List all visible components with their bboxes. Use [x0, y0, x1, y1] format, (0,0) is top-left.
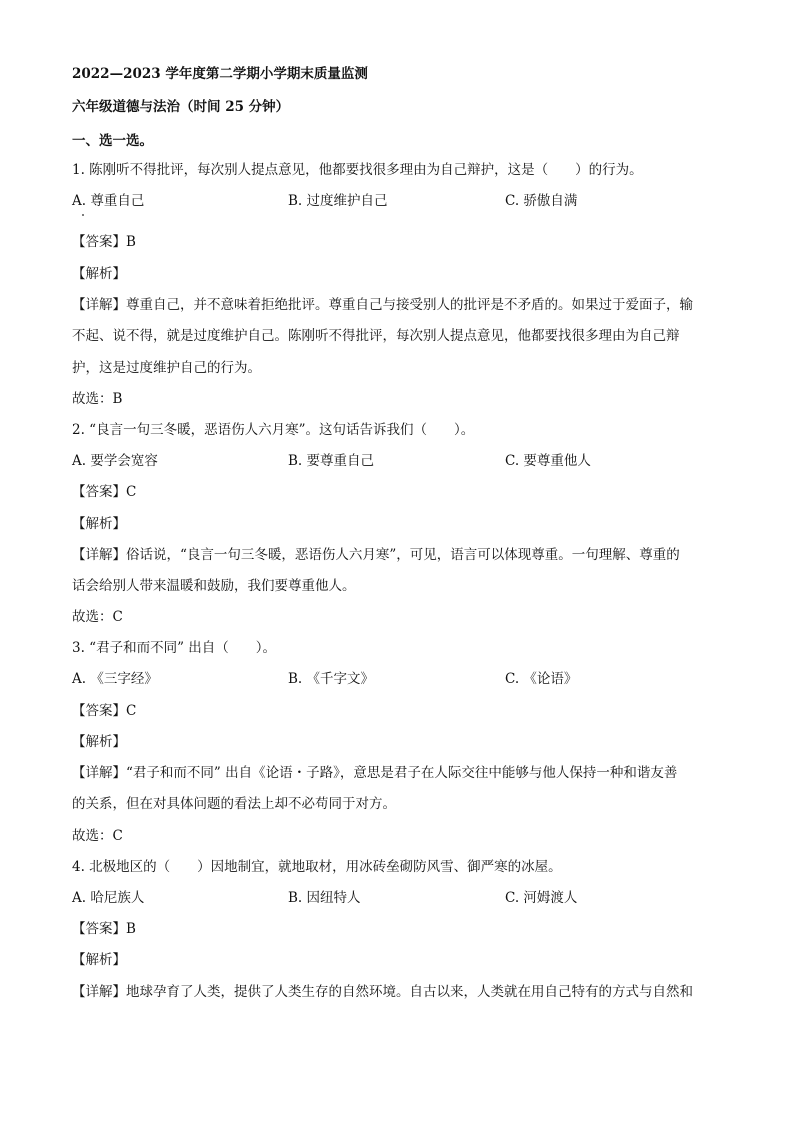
exam-subtitle: 六年级道德与法治（时间 25 分钟） — [72, 99, 290, 115]
question-3-analysis: 【解析】 — [72, 734, 126, 750]
question-3-stem: 3. “君子和而不同” 出自（ ）。 — [72, 640, 277, 656]
question-1-choice: 故选：B — [72, 391, 123, 407]
question-1-detail-line-2: 不起、说不得，就是过度维护自己。陈刚听不得批评，每次别人提点意见，他都要找很多理由为自己辩 — [72, 328, 680, 344]
section-heading: 一、选一选。 — [72, 133, 153, 149]
question-1-stem: 1. 陈刚听不得批评，每次别人提点意见，他都要找很多理由为自己辩护，这是（ ）的行为。 — [72, 162, 643, 178]
question-1-answer: 【答案】B — [72, 234, 136, 250]
question-1-detail-line-1: 【详解】尊重自己，并不意味着拒绝批评。尊重自己与接受别人的批评是不矛盾的。如果过于爱面子，输 — [72, 297, 693, 313]
question-2-analysis: 【解析】 — [72, 516, 126, 532]
question-3-option-c: C. 《论语》 — [505, 671, 578, 687]
exam-title: 2022—2023 学年度第二学期小学期末质量监测 — [72, 66, 368, 82]
stray-dot-mark — [82, 214, 84, 216]
question-1-option-c: C. 骄傲自满 — [505, 193, 578, 209]
question-4-answer: 【答案】B — [72, 921, 136, 937]
question-1-option-b: B. 过度维护自己 — [288, 193, 388, 209]
question-4-detail-line-1: 【详解】地球孕育了人类，提供了人类生存的自然环境。自古以来，人类就在用自己特有的方式与自然和 — [72, 984, 693, 1000]
question-2-answer: 【答案】C — [72, 484, 137, 500]
question-4-option-a: A. 哈尼族人 — [72, 890, 145, 906]
question-3-choice: 故选：C — [72, 828, 123, 844]
question-3-option-a: A. 《三字经》 — [72, 671, 158, 687]
question-3-detail-line-2: 的关系，但在对具体问题的看法上却不必苟同于对方。 — [72, 796, 396, 812]
question-1-detail-line-3: 护，这是过度维护自己的行为。 — [72, 360, 261, 376]
question-2-option-b: B. 要尊重自己 — [288, 453, 375, 469]
question-3-answer: 【答案】C — [72, 703, 137, 719]
question-1-analysis: 【解析】 — [72, 266, 126, 282]
question-2-detail-line-2: 话会给别人带来温暖和鼓励，我们要尊重他人。 — [72, 578, 356, 594]
question-4-option-c: C. 河姆渡人 — [505, 890, 578, 906]
question-4-stem: 4. 北极地区的（ ）因地制宜，就地取材，用冰砖垒砌防风雪、御严寒的冰屋。 — [72, 859, 562, 875]
question-2-detail-line-1: 【详解】俗话说，“良言一句三冬暖，恶语伤人六月寒”，可见，语言可以体现尊重。一句理解、尊重的 — [72, 547, 680, 563]
question-1-option-a: A. 尊重自己 — [72, 193, 145, 209]
question-2-option-a: A. 要学会宽容 — [72, 453, 158, 469]
question-4-option-b: B. 因纽特人 — [288, 890, 361, 906]
question-3-option-b: B. 《千字文》 — [288, 671, 375, 687]
question-3-detail-line-1: 【详解】“君子和而不同” 出自《论语・子路》，意思是君子在人际交往中能够与他人保持一种和谐友善 — [72, 765, 678, 781]
question-2-option-c: C. 要尊重他人 — [505, 453, 591, 469]
question-2-stem: 2. “良言一句三冬暖，恶语伤人六月寒”。这句话告诉我们（ ）。 — [72, 422, 475, 438]
question-4-analysis: 【解析】 — [72, 952, 126, 968]
question-2-choice: 故选：C — [72, 609, 123, 625]
